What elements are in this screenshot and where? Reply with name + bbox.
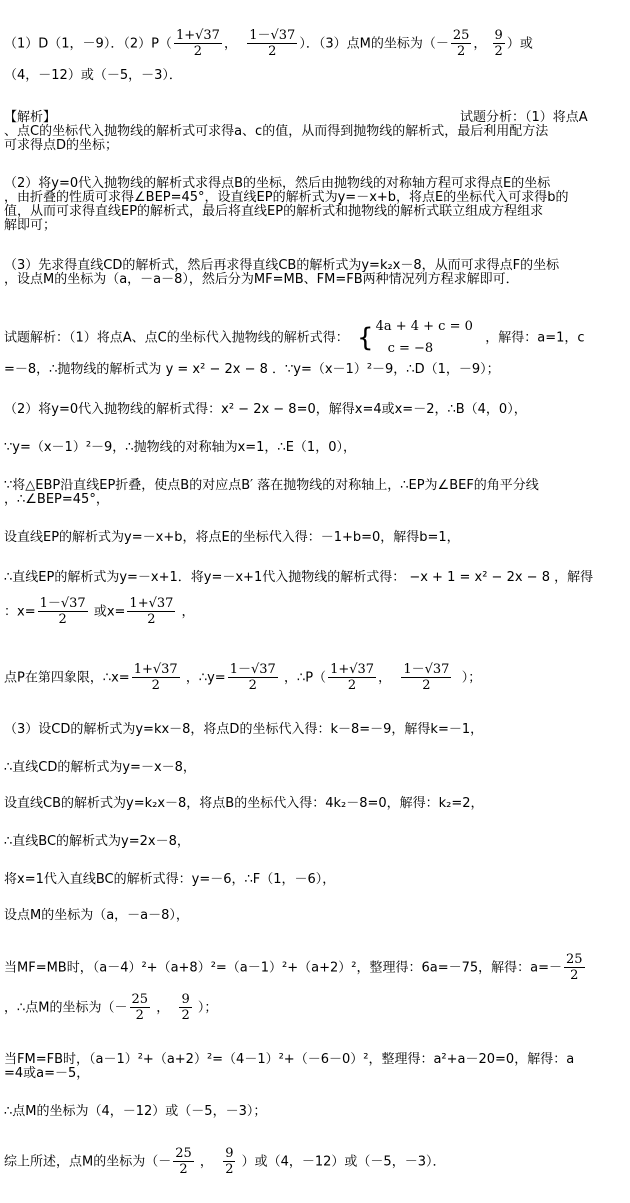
fraction: $\frac{1-√37}{2}$ xyxy=(249,28,296,59)
solution-line: 设直线CB的解析式为y=k₂x－8，将点B的坐标代入得：4k₂－8=0，解得：k₂=2， xyxy=(4,796,484,811)
analysis-text: ，由折叠的性质可求得∠BEP=45°，设直线EP的解析式为y=－x+b，将点E的坐标代入可求得b的 xyxy=(4,190,569,205)
analysis-text: ，设点M的坐标为（a，－a－8），然后分为MF=MB、FM=FB两种情况列方程求解即可． xyxy=(4,272,519,287)
analysis-text: 值，从而可求得直线EP的解析式，最后将直线EP的解析式和抛物线的解析式联立组成方程组求 xyxy=(4,204,544,219)
fraction: $\frac{1-√37}{2}$ xyxy=(403,662,450,693)
analysis-text: 可求得点D的坐标； xyxy=(4,138,119,153)
fraction: $\frac{9}{2}$ xyxy=(225,1146,234,1177)
fraction: $\frac{1+√37}{2}$ xyxy=(175,28,220,59)
solution-line: ∴直线EP的解析式为y=－x+1．将y=－x+1代入抛物线的解析式得： −x + 1 = x² − 2x − 8 ，解得 xyxy=(4,570,594,585)
solution-line: 设点M的坐标为（a，－a－8）， xyxy=(4,908,189,923)
solution-line: （3）设CD的解析式为y=kx－8，将点D的坐标代入得：k－8=－9，解得k=－1， xyxy=(4,722,484,737)
fraction: $\frac{1+√37}{2}$ xyxy=(330,662,375,693)
analysis-text: （2）将y=0代入抛物线的解析式求得点B的坐标，然后由抛物线的对称轴方程可求得点E的坐标 xyxy=(4,176,551,191)
solution-line: 将x=1代入直线BC的解析式得：y=－6，∴F（1，－6）， xyxy=(4,872,336,887)
solution-conclusion: 综上所述，点M的坐标为（－ $\frac{25}{2}$ ， $\frac{9}{2}$ ）或（4，－12）或（－5，－3）． xyxy=(4,1146,446,1177)
solution-line: ：x= $\frac{1-√37}{2}$ 或x= $\frac{1+√37}{2}$ ， xyxy=(4,596,195,627)
system-brace: { xyxy=(357,323,374,353)
fraction: $\frac{1+√37}{2}$ xyxy=(133,662,178,693)
solution-line: ∴直线BC的解析式为y=2x－8， xyxy=(4,834,190,849)
equation-system: 4a + 4 + c = 0 c = −8 xyxy=(375,319,473,356)
solution-line: （2）将y=0代入抛物线的解析式得：x² − 2x − 8=0，解得x=4或x=－2，∴B（4，0）， xyxy=(4,402,527,417)
solution-line: 点P在第四象限，∴x= $\frac{1+√37}{2}$ ，∴y= $\frac{1-√37}{2}$ ，∴P（ $\frac{1+√37}{2}$ ， $\frac{1-√37}{2}$ ）； xyxy=(4,662,482,693)
fraction: $\frac{1+√37}{2}$ xyxy=(129,596,174,627)
solution-line: 当MF=MB时，（a－4）²+（a+8）²=（a－1）²+（a+2）²，整理得：6a=－75，解得：a=－ $\frac{25}{2}$ xyxy=(4,952,583,983)
solution-line: =－8，∴抛物线的解析式为 y = x² − 2x − 8 ．∵y=（x－1）²－9，∴D（1，－9）； xyxy=(4,362,500,377)
analysis-text: 解即可； xyxy=(4,218,57,233)
fraction: $\frac{9}{2}$ xyxy=(181,992,190,1023)
fraction: $\frac{25}{2}$ xyxy=(175,1146,192,1177)
solution-line: ∵y=（x－1）²－9，∴抛物线的对称轴为x=1，∴E（1，0）， xyxy=(4,440,356,455)
analysis-text: （3）先求得直线CD的解析式，然后再求得直线CB的解析式为y=k₂x－8，从而可求得点F的坐标 xyxy=(4,258,560,273)
fraction: $\frac{9}{2}$ xyxy=(494,28,503,59)
fraction: $\frac{1-√37}{2}$ xyxy=(229,662,276,693)
solution-line: ∵将△EBP沿直线EP折叠，使点B的对应点B′ 落在抛物线的对称轴上，∴EP为∠BEF的角平分线 xyxy=(4,478,539,493)
answer-text: （1）D（1，－9）．（2）P（ xyxy=(4,36,172,52)
fraction: $\frac{1-√37}{2}$ xyxy=(39,596,86,627)
answer-line-2: （4，－12）或（－5，－3）． xyxy=(4,68,182,83)
fraction: $\frac{25}{2}$ xyxy=(452,28,470,59)
analysis-heading-right: 试题分析：（1）将点A xyxy=(460,110,588,125)
solution-line: 试题解析：（1）将点A、点C的坐标代入抛物线的解析式得： { 4a + 4 + c = 0 c = −8 ，解得：a=1，c xyxy=(4,316,585,360)
analysis-text: 、点C的坐标代入抛物线的解析式可求得a、c的值，从而得到抛物线的解析式，最后利用配方法 xyxy=(4,124,549,139)
solution-line: ，∴∠BEP=45°， xyxy=(4,492,109,507)
analysis-heading: 【解析】 xyxy=(4,110,57,125)
fraction: $\frac{25}{2}$ xyxy=(131,992,149,1023)
solution-line: ∴直线CD的解析式为y=－x－8， xyxy=(4,760,196,775)
solution-line: ∴点M的坐标为（4，－12）或（－5，－3）； xyxy=(4,1104,267,1119)
solution-line: 设直线EP的解析式为y=－x+b，将点E的坐标代入得：－1+b=0，解得b=1， xyxy=(4,530,460,545)
solution-line: ，∴点M的坐标为（－ $\frac{25}{2}$ ， $\frac{9}{2}$ ）； xyxy=(4,992,218,1023)
answer-line-1: （1）D（1，－9）．（2）P（ $\frac{1+√37}{2}$ ， $\frac{1-√37}{2}$ ）．（3）点M的坐标为（－ $\frac{25}{2}$ ， $\frac{9}{2}$ ）或 xyxy=(4,28,533,59)
solution-line: 当FM=FB时，（a－1）²+（a+2）²=（4－1）²+（－6－0）²，整理得：a²+a－20=0，解得：a xyxy=(4,1052,575,1067)
solution-line: =4或a=－5， xyxy=(4,1066,90,1081)
fraction: $\frac{25}{2}$ xyxy=(566,952,583,983)
